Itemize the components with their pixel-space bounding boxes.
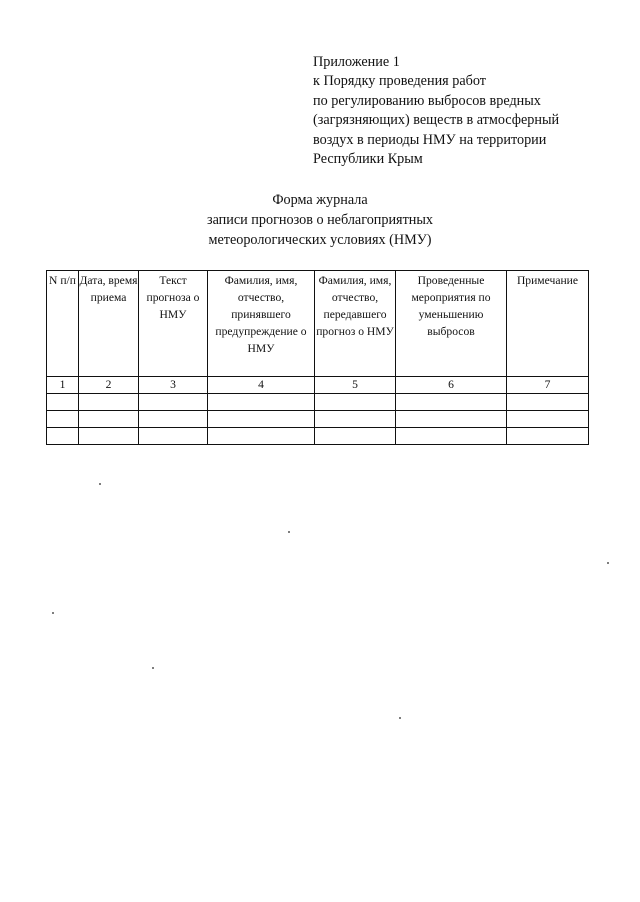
header-cell-number: N п/п bbox=[47, 271, 79, 377]
table-cell bbox=[208, 428, 315, 445]
form-title-line: Форма журнала bbox=[272, 192, 368, 208]
appendix-line: Республики Крым bbox=[313, 151, 423, 168]
header-cell-forecast-text: Текст прогноза о НМУ bbox=[139, 271, 208, 377]
table-cell bbox=[79, 394, 139, 411]
table-cell bbox=[79, 428, 139, 445]
header-cell-date: Дата, время приема bbox=[79, 271, 139, 377]
table-cell bbox=[396, 428, 507, 445]
table-cell bbox=[47, 428, 79, 445]
column-number-cell: 3 bbox=[139, 377, 208, 394]
appendix-line: Приложение 1 bbox=[313, 54, 400, 70]
journal-table bbox=[46, 270, 589, 445]
column-number-cell: 7 bbox=[507, 377, 589, 394]
table-cell bbox=[208, 411, 315, 428]
header-cell-received-by: Фамилия, имя, отчество, принявшего предупреждение о НМУ bbox=[208, 271, 315, 377]
table-cell bbox=[507, 428, 589, 445]
table-cell bbox=[47, 411, 79, 428]
scan-speck bbox=[399, 717, 401, 719]
scan-speck bbox=[52, 612, 54, 614]
table-cell bbox=[208, 394, 315, 411]
scan-speck bbox=[288, 531, 290, 533]
scan-speck bbox=[99, 483, 101, 485]
table-cell bbox=[315, 411, 396, 428]
table-row bbox=[47, 428, 589, 445]
appendix-line: (загрязняющих) веществ в атмосферный bbox=[313, 112, 560, 129]
column-number-cell: 1 bbox=[47, 377, 79, 394]
table-cell bbox=[507, 411, 589, 428]
table-cell bbox=[507, 394, 589, 411]
appendix-line: к Порядку проведения работ bbox=[313, 73, 486, 90]
column-number-row bbox=[47, 377, 589, 394]
column-number-cell: 5 bbox=[315, 377, 396, 394]
table-cell bbox=[47, 394, 79, 411]
table-cell bbox=[315, 428, 396, 445]
table-row bbox=[47, 394, 589, 411]
table-row bbox=[47, 411, 589, 428]
header-cell-measures: Проведенные мероприятия по уменьшению выбросов bbox=[396, 271, 507, 377]
column-number-cell: 4 bbox=[208, 377, 315, 394]
table-cell bbox=[139, 428, 208, 445]
column-number-cell: 6 bbox=[396, 377, 507, 394]
table-cell bbox=[139, 394, 208, 411]
form-title-line: записи прогнозов о неблагоприятных bbox=[206, 212, 434, 228]
table-cell bbox=[79, 411, 139, 428]
table-cell bbox=[139, 411, 208, 428]
header-cell-notes: Примечание bbox=[507, 271, 589, 377]
header-cell-transmitted-by: Фамилия, имя, отчество, передавшего прогноз о НМУ bbox=[315, 271, 396, 377]
form-title bbox=[0, 190, 640, 250]
table-cell bbox=[396, 394, 507, 411]
appendix-line: воздух в периоды НМУ на территории bbox=[313, 131, 547, 148]
table-cell bbox=[315, 394, 396, 411]
form-title-line: метеорологических условиях (НМУ) bbox=[208, 232, 432, 248]
appendix-block bbox=[313, 53, 613, 169]
scan-speck bbox=[607, 562, 609, 564]
column-number-cell: 2 bbox=[79, 377, 139, 394]
table-header-row bbox=[47, 271, 589, 377]
table-cell bbox=[396, 411, 507, 428]
scan-speck bbox=[152, 667, 154, 669]
appendix-line: по регулированию выбросов вредных bbox=[313, 92, 541, 109]
